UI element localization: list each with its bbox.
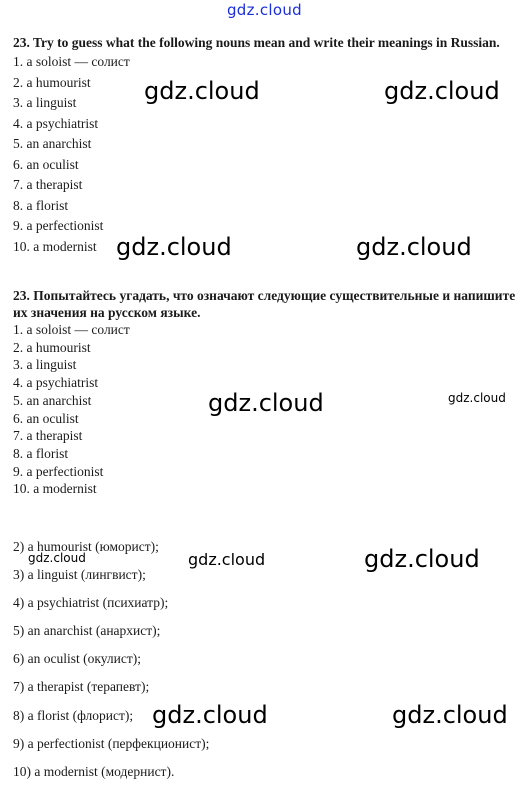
answer-item: 2) a humourist (юморист); xyxy=(13,539,159,554)
english-task-title: 23. Try to guess what the following nouns mean and write their meanings in Russian. xyxy=(13,35,500,50)
watermark: gdz.cloud xyxy=(188,550,266,569)
list-item: 9. a perfectionist xyxy=(13,463,104,479)
answer-item: 4) a psychiatrist (психиатр); xyxy=(13,595,169,611)
list-item: 6. an oculist xyxy=(13,410,79,426)
watermark: gdz.cloud xyxy=(356,233,472,261)
watermark: gdz.cloud xyxy=(208,389,324,417)
watermark: gdz.cloud xyxy=(152,701,268,729)
list-item: 1. a soloist — солист xyxy=(13,322,130,337)
list-item: 4. a psychiatrist xyxy=(13,115,99,131)
answer-item: 10) a modernist (модернист). xyxy=(13,763,175,779)
answer-item: 3) a linguist (лингвист); xyxy=(13,567,146,583)
watermark: gdz.cloud xyxy=(384,77,500,105)
list-item: 1. a soloist — солист xyxy=(13,54,130,69)
answer-item: 7) a therapist (терапевт); xyxy=(13,679,150,695)
list-item: 4. a psychiatrist xyxy=(13,375,99,391)
answer-item: 8) a florist (флорист); xyxy=(13,707,134,723)
watermark: gdz.cloud xyxy=(144,77,260,105)
list-item: 2. a humourist xyxy=(13,339,91,355)
list-item: 5. an anarchist xyxy=(13,136,92,151)
english-task-scan xyxy=(13,33,518,257)
watermark: gdz.cloud xyxy=(448,391,506,405)
watermark: gdz.cloud xyxy=(28,551,86,565)
list-item: 8. a florist xyxy=(13,445,69,461)
watermark: gdz.cloud xyxy=(364,545,480,573)
list-item: 5. an anarchist xyxy=(13,392,92,408)
answer-item: 5) an anarchist (анархист); xyxy=(13,623,161,639)
russian-task-title: 23. Попытайтесь угадать, что означают следующие существительные и напишите их значения на русском языке. xyxy=(13,288,516,320)
site-watermark-header: gdz.cloud xyxy=(226,1,302,19)
watermark: gdz.cloud xyxy=(116,233,232,261)
list-item: 9. a perfectionist xyxy=(13,218,104,233)
answers-list xyxy=(13,538,209,791)
list-item: 7. a therapist xyxy=(13,428,83,444)
list-item: 3. a linguist xyxy=(13,95,77,110)
list-item: 8. a florist xyxy=(13,197,69,213)
list-item: 10. a modernist xyxy=(13,238,97,254)
answer-item: 6) an oculist (окулист); xyxy=(13,651,141,667)
watermark: gdz.cloud xyxy=(392,701,508,729)
list-item: 10. a modernist xyxy=(13,481,97,497)
answer-item: 9) a perfectionist (перфекционист); xyxy=(13,735,210,751)
list-item: 3. a linguist xyxy=(13,357,77,373)
list-item: 6. an oculist xyxy=(13,156,79,172)
list-item: 2. a humourist xyxy=(13,74,91,90)
list-item: 7. a therapist xyxy=(13,177,83,192)
